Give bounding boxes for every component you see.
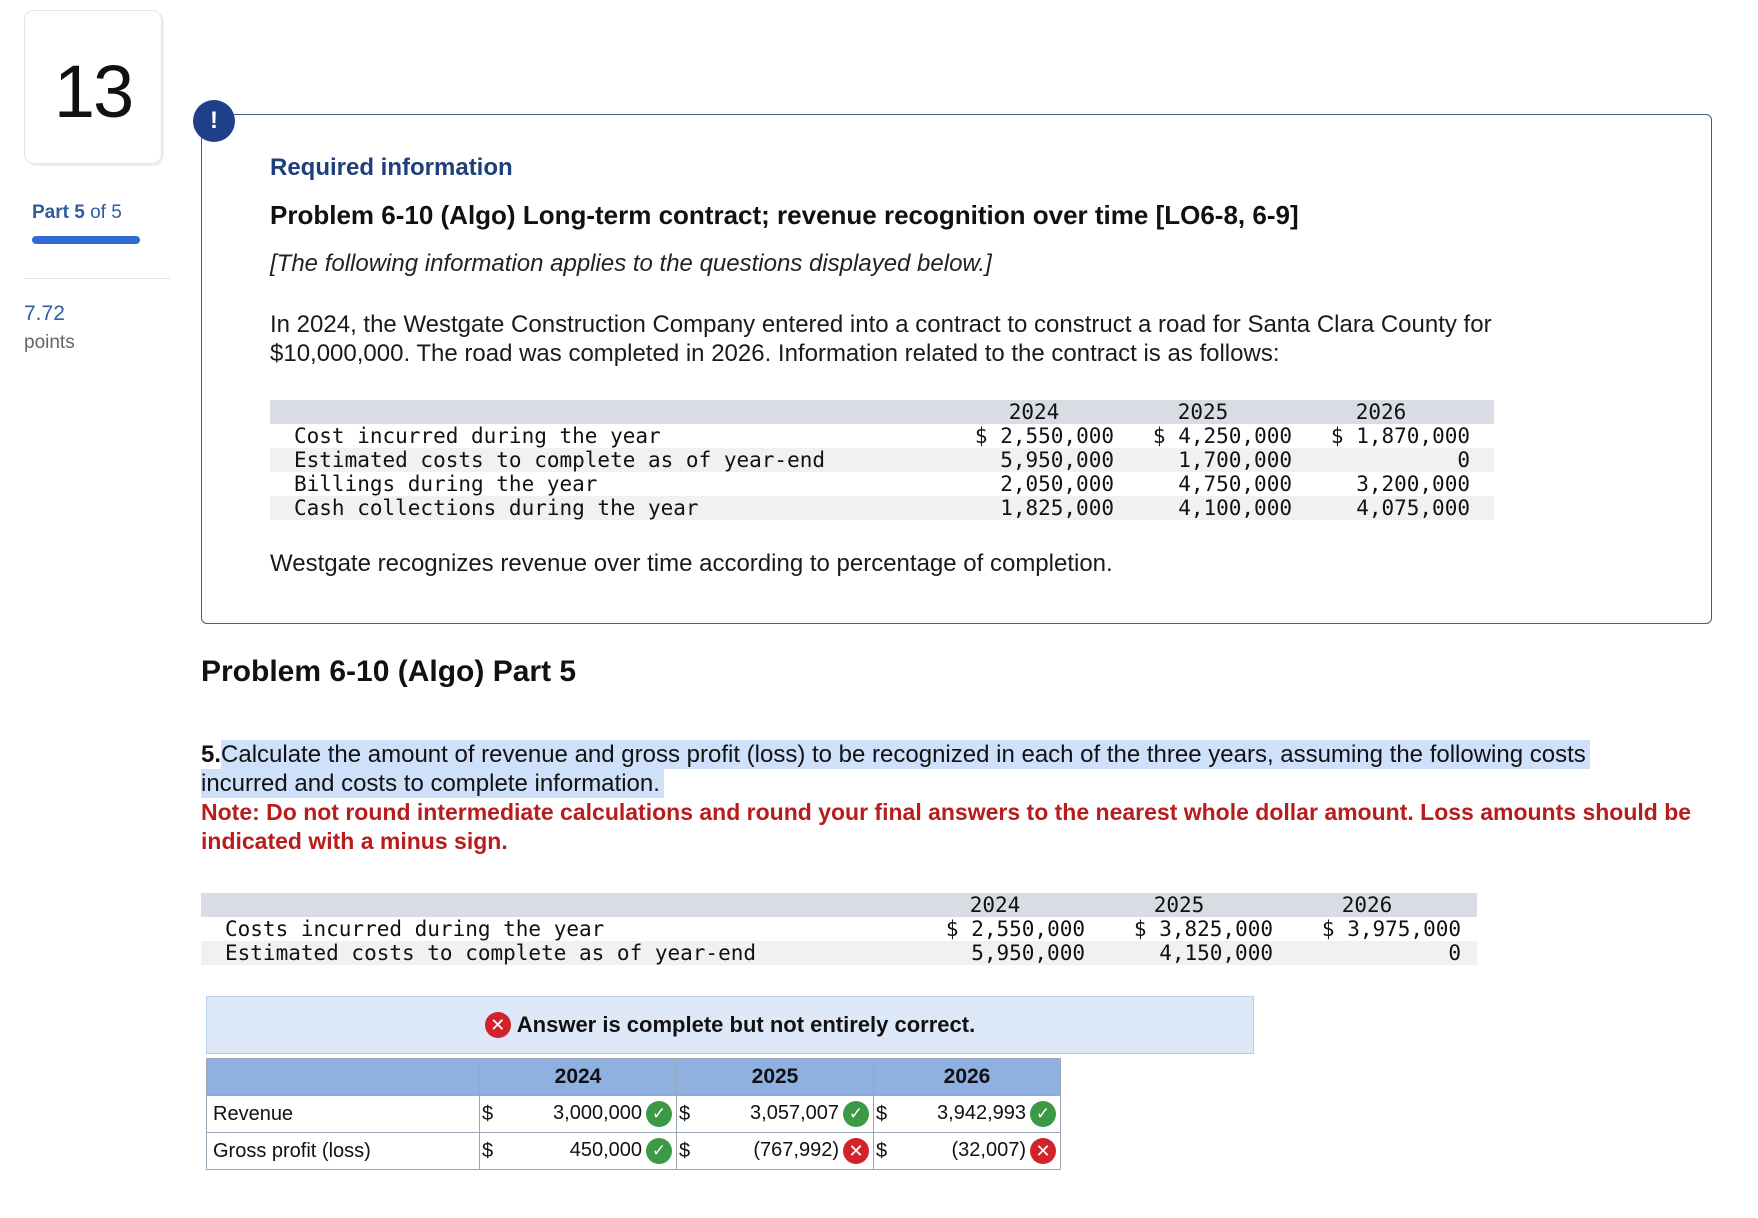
incorrect-icon: ✕ <box>843 1138 869 1164</box>
year-header: 2025 <box>1085 893 1273 917</box>
answer-value: 3,057,007 <box>750 1102 839 1125</box>
cell-value: 4,750,000 <box>1178 472 1292 496</box>
row-label: Gross profit (loss) <box>207 1133 480 1170</box>
revenue-2024-field[interactable] <box>500 1096 677 1133</box>
gross-profit-2025-field[interactable] <box>697 1133 874 1170</box>
cell-value: 1,700,000 <box>1114 448 1292 472</box>
year-header: 2024 <box>480 1059 677 1096</box>
question-number-card <box>24 10 162 164</box>
correct-icon: ✓ <box>1030 1101 1056 1127</box>
revenue-2025-field[interactable] <box>697 1096 874 1133</box>
year-header: 2024 <box>905 893 1085 917</box>
cell-value: 3,200,000 <box>1356 472 1470 496</box>
answer-status-banner <box>206 996 1254 1054</box>
incorrect-icon: ✕ <box>485 1012 511 1038</box>
table-row <box>201 941 1477 965</box>
row-label: Estimated costs to complete as of year-end <box>225 941 905 965</box>
correct-icon: ✓ <box>646 1138 672 1164</box>
cell-value: 4,100,000 <box>1114 496 1292 520</box>
row-label: Cost incurred during the year <box>294 424 661 448</box>
answer-value: 450,000 <box>569 1139 642 1162</box>
cell-value: $ 3,825,000 <box>1133 917 1273 941</box>
correct-icon: ✓ <box>646 1101 672 1127</box>
table-row <box>270 496 1494 520</box>
points-label: points <box>24 332 75 353</box>
row-label: Billings during the year <box>294 472 598 496</box>
answer-status-text: Answer is complete but not entirely correct. <box>516 1012 976 1037</box>
gross-profit-2026-field[interactable] <box>894 1133 1061 1170</box>
cell-value: 4,075,000 <box>1292 496 1470 520</box>
row-label: Estimated costs to complete as of year-end <box>294 448 954 472</box>
row-label: Costs incurred during the year <box>225 917 605 941</box>
correct-icon: ✓ <box>843 1101 869 1127</box>
gross-profit-2024-field[interactable] <box>500 1133 677 1170</box>
question-text <box>201 740 1590 769</box>
sidebar-divider <box>24 278 170 279</box>
problem-title: Problem 6-10 (Algo) Long-term contract; revenue recognition over time [LO6-8, 6-9] <box>270 200 1299 230</box>
cell-value: $ 1,870,000 <box>1330 424 1470 448</box>
answer-value: 3,942,993 <box>937 1102 1026 1125</box>
part-total: of 5 <box>90 202 122 223</box>
answer-header-row <box>207 1059 1061 1096</box>
cell-value: 4,150,000 <box>1085 941 1273 965</box>
part-current: 5 <box>74 202 85 223</box>
cell-value: 1,825,000 <box>954 496 1114 520</box>
currency-symbol: $ <box>480 1133 501 1170</box>
cell-value: $ 2,550,000 <box>945 917 1085 941</box>
row-label: Revenue <box>207 1096 480 1133</box>
table-row <box>270 472 1494 496</box>
question-number-label: 5. <box>201 741 222 768</box>
cell-value: $ 4,250,000 <box>1152 424 1292 448</box>
cell-value: $ 2,550,000 <box>974 424 1114 448</box>
recognition-method-text: Westgate recognizes revenue over time according to percentage of completion. <box>270 550 1113 577</box>
answer-value: 3,000,000 <box>553 1102 642 1125</box>
year-header: 2026 <box>874 1059 1061 1096</box>
problem-subtitle: [The following information applies to the questions displayed below.] <box>270 250 992 277</box>
answer-value: (767,992) <box>753 1139 839 1162</box>
rounding-note: Note: Do not round intermediate calculations and round your final answers to the nearest whole dollar amount. Loss amounts should be indicated with a minus sign. <box>201 799 1692 854</box>
table-row <box>201 917 1477 941</box>
question-text-cont <box>201 769 664 798</box>
currency-symbol: $ <box>874 1133 895 1170</box>
table-header-row <box>270 400 1494 424</box>
currency-symbol: $ <box>480 1096 501 1133</box>
cell-value: 5,950,000 <box>954 448 1114 472</box>
question-text-line2: incurred and costs to complete information. <box>201 769 664 798</box>
table-header-row <box>201 893 1477 917</box>
year-header: 2025 <box>1114 400 1292 424</box>
table-row <box>270 424 1494 448</box>
answer-row-revenue <box>207 1096 1061 1133</box>
alert-icon: ! <box>193 100 235 142</box>
question-text-line1: Calculate the amount of revenue and gross profit (loss) to be recognized in each of the three years, assuming the following costs <box>221 740 1590 769</box>
part-label-prefix: Part <box>32 202 69 223</box>
cell-value: $ 3,975,000 <box>1321 917 1461 941</box>
currency-symbol: $ <box>677 1096 698 1133</box>
cell-value: 0 <box>1292 448 1470 472</box>
row-label: Cash collections during the year <box>294 496 954 520</box>
part-progress-bar <box>32 236 140 244</box>
answer-row-gross-profit <box>207 1133 1061 1170</box>
year-header: 2026 <box>1292 400 1470 424</box>
table-row <box>270 448 1494 472</box>
year-header: 2024 <box>954 400 1114 424</box>
required-info-heading: Required information <box>270 154 513 181</box>
answer-value: (32,007) <box>951 1139 1026 1162</box>
question-number: 13 <box>53 50 133 133</box>
currency-symbol: $ <box>874 1096 895 1133</box>
points-value: 7.72 <box>24 302 65 325</box>
year-header: 2026 <box>1273 893 1461 917</box>
cell-value: 2,050,000 <box>1000 472 1114 496</box>
part-title: Problem 6-10 (Algo) Part 5 <box>201 655 577 688</box>
revenue-2026-field[interactable] <box>894 1096 1061 1133</box>
contract-info-table <box>270 400 1494 520</box>
required-info-box <box>201 114 1712 624</box>
answer-table <box>206 1058 1061 1170</box>
year-header: 2025 <box>677 1059 874 1096</box>
cell-value: 0 <box>1273 941 1461 965</box>
incorrect-icon: ✕ <box>1030 1138 1056 1164</box>
part-indicator <box>32 202 122 224</box>
costs-table <box>201 893 1477 965</box>
problem-intro: In 2024, the Westgate Construction Company entered into a contract to construct a road for Santa Clara County for $10,000,000. The road was completed in 2026. Information related to the contract is as follows: <box>270 311 1492 367</box>
cell-value: 5,950,000 <box>905 941 1085 965</box>
currency-symbol: $ <box>677 1133 698 1170</box>
